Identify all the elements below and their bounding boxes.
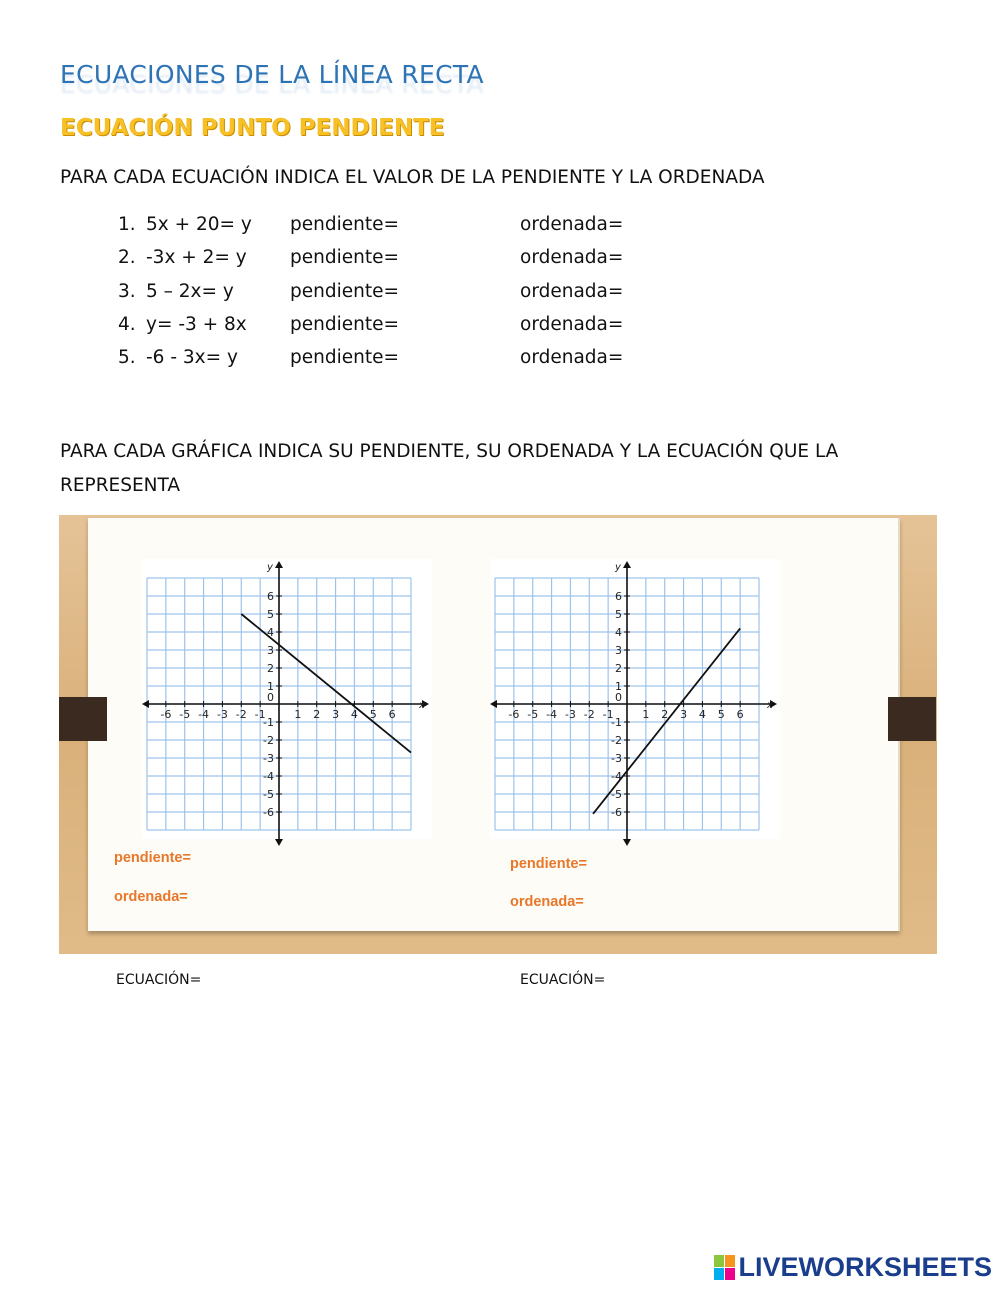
y-tick-label: 6 (267, 590, 274, 603)
x-tick-label: 5 (717, 708, 725, 721)
y-axis-arrow-bottom (275, 839, 283, 846)
x-tick-label: 4 (350, 708, 358, 721)
liveworksheets-logo (714, 1252, 992, 1283)
y-tick-label: -3 (263, 752, 274, 765)
x-tick-label: -2 (583, 708, 595, 721)
x-tick-label: 4 (698, 708, 706, 721)
equation-number: 5. (118, 347, 136, 368)
pendiente-field[interactable]: pendiente= (290, 281, 399, 302)
equation-number: 4. (118, 314, 136, 335)
x-axis-label: x (767, 700, 773, 711)
x-tick-label: 2 (661, 708, 669, 721)
y-tick-label: -1 (263, 716, 274, 729)
x-tick-label: 2 (313, 708, 321, 721)
equation-number: 2. (118, 247, 136, 268)
equation-text: -6 - 3x= y (146, 347, 238, 368)
graph-1-ordenada-field[interactable]: ordenada= (114, 889, 188, 905)
y-tick-label: -6 (611, 806, 622, 819)
y-tick-label: 5 (615, 608, 622, 621)
x-tick-label: -3 (564, 708, 576, 721)
left-clip (59, 697, 107, 741)
y-tick-label: 6 (615, 590, 622, 603)
graph-2 (490, 559, 780, 847)
x-tick-label: -1 (602, 708, 614, 721)
ordenada-field[interactable]: ordenada= (520, 214, 624, 235)
x-tick-label: -5 (527, 708, 539, 721)
y-tick-label: 5 (267, 608, 274, 621)
y-tick-label: -6 (263, 806, 274, 819)
pendiente-field[interactable]: pendiente= (290, 347, 399, 368)
x-tick-label: 1 (642, 708, 650, 721)
ordenada-field[interactable]: ordenada= (520, 314, 624, 335)
graph-background (142, 559, 432, 839)
origin-label: 0 (615, 691, 622, 704)
x-tick-label: -6 (508, 708, 520, 721)
equation-number: 1. (118, 214, 136, 235)
y-tick-label: 1 (267, 680, 274, 693)
x-tick-label: 5 (369, 708, 377, 721)
graph-1-ecuacion-field[interactable]: ECUACIÓN= (116, 972, 202, 988)
graph-1-pendiente-field[interactable]: pendiente= (114, 850, 191, 866)
y-tick-label: -1 (611, 716, 622, 729)
y-tick-label: -4 (263, 770, 274, 783)
logo-icon (714, 1255, 735, 1280)
y-axis-arrow-bottom (623, 839, 631, 846)
y-tick-label: 4 (267, 626, 274, 639)
graph-2-ecuacion-field[interactable]: ECUACIÓN= (520, 972, 606, 988)
y-tick-label: -4 (611, 770, 622, 783)
y-axis-label: y (615, 562, 621, 573)
y-tick-label: 3 (267, 644, 274, 657)
page-title: ECUACIONES DE LA LÍNEA RECTA (60, 60, 484, 89)
pendiente-field[interactable]: pendiente= (290, 247, 399, 268)
right-clip (888, 697, 936, 741)
y-tick-label: -2 (611, 734, 622, 747)
ordenada-field[interactable]: ordenada= (520, 347, 624, 368)
x-tick-label: -4 (198, 708, 210, 721)
y-tick-label: 1 (615, 680, 622, 693)
equation-text: 5x + 20= y (146, 214, 252, 235)
x-tick-label: -3 (216, 708, 228, 721)
pendiente-field[interactable]: pendiente= (290, 314, 399, 335)
equation-text: 5 – 2x= y (146, 281, 234, 302)
ordenada-field[interactable]: ordenada= (520, 281, 624, 302)
y-tick-label: -5 (263, 788, 274, 801)
logo-text: LIVEWORKSHEETS (738, 1252, 992, 1282)
graph-1 (142, 559, 432, 847)
equation-text: y= -3 + 8x (146, 314, 247, 335)
y-tick-label: 2 (615, 662, 622, 675)
x-tick-label: 6 (388, 708, 396, 721)
y-tick-label: -2 (263, 734, 274, 747)
x-tick-label: -6 (160, 708, 172, 721)
x-tick-label: 6 (736, 708, 744, 721)
x-tick-label: 3 (680, 708, 688, 721)
y-tick-label: -5 (611, 788, 622, 801)
ordenada-field[interactable]: ordenada= (520, 247, 624, 268)
origin-label: 0 (267, 691, 274, 704)
x-tick-label: -5 (179, 708, 191, 721)
y-tick-label: -3 (611, 752, 622, 765)
x-tick-label: -1 (254, 708, 266, 721)
instruction-graphs-line1: PARA CADA GRÁFICA INDICA SU PENDIENTE, SU ORDENADA Y LA ECUACIÓN QUE LA (60, 441, 839, 462)
y-tick-label: 3 (615, 644, 622, 657)
y-tick-label: 2 (267, 662, 274, 675)
equation-text: -3x + 2= y (146, 247, 247, 268)
y-tick-label: 4 (615, 626, 622, 639)
graph-2-pendiente-field[interactable]: pendiente= (510, 856, 587, 872)
x-axis-label: x (419, 700, 425, 711)
x-tick-label: -4 (546, 708, 558, 721)
x-tick-label: -2 (235, 708, 247, 721)
equation-number: 3. (118, 281, 136, 302)
page-subtitle: ECUACIÓN PUNTO PENDIENTE (60, 115, 445, 141)
x-tick-label: 3 (332, 708, 340, 721)
x-tick-label: 1 (294, 708, 302, 721)
y-axis-label: y (267, 562, 273, 573)
pendiente-field[interactable]: pendiente= (290, 214, 399, 235)
instruction-graphs-line2: REPRESENTA (60, 475, 181, 496)
instruction-equations: PARA CADA ECUACIÓN INDICA EL VALOR DE LA PENDIENTE Y LA ORDENADA (60, 167, 765, 188)
graph-background (490, 559, 780, 839)
graph-2-ordenada-field[interactable]: ordenada= (510, 894, 584, 910)
